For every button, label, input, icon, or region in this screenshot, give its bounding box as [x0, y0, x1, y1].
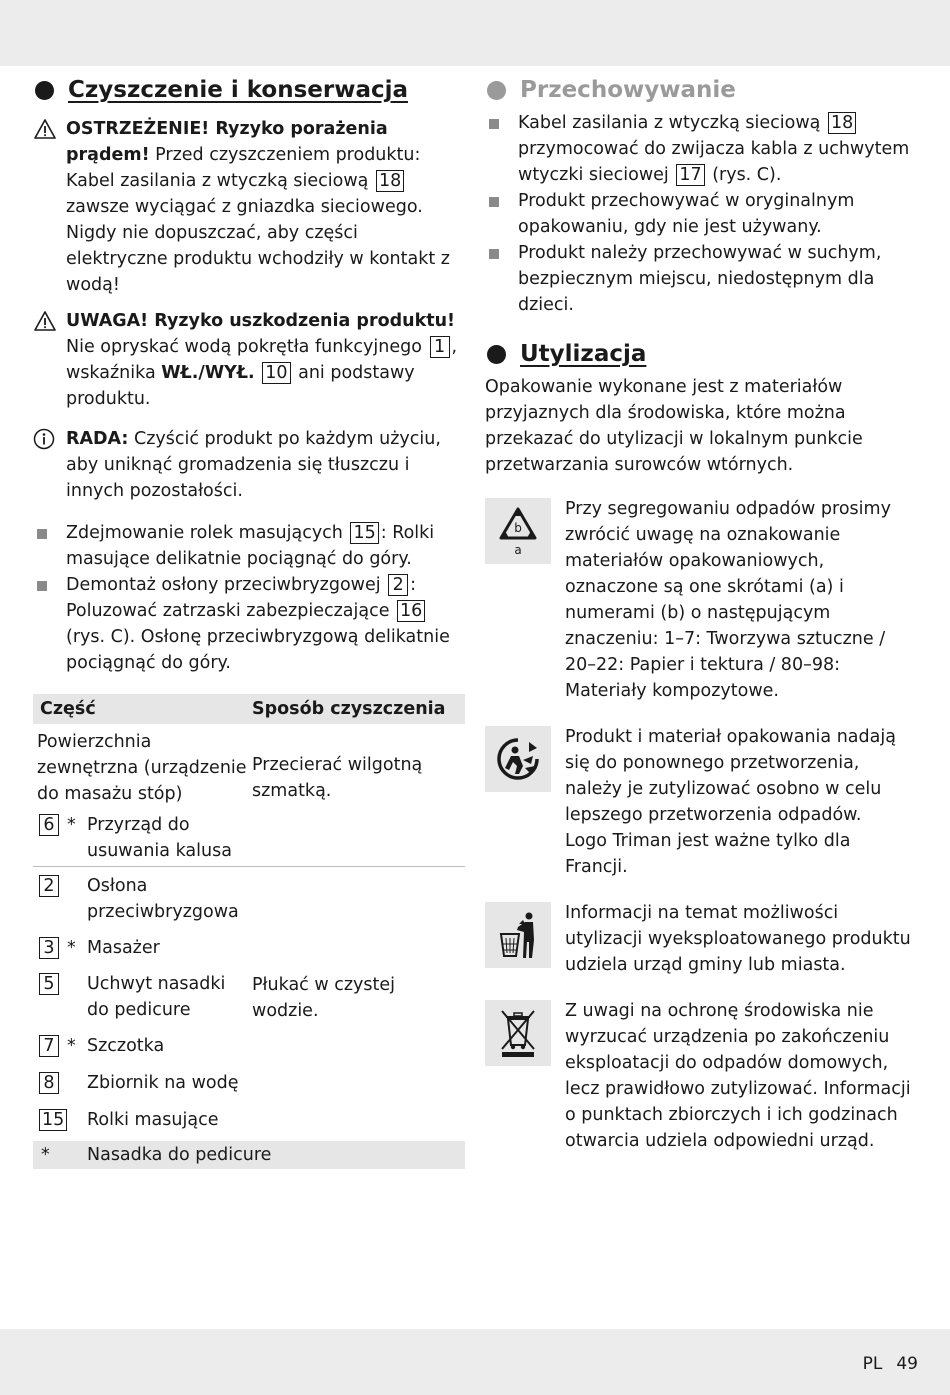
part-ref: 18	[376, 170, 404, 192]
triman-note: Logo Triman jest ważne tylko dla Francji.	[565, 831, 851, 877]
square-bullet-icon	[33, 572, 66, 676]
tip-label: RADA:	[66, 429, 129, 449]
storage-list	[485, 110, 917, 318]
list-item: Kabel zasilania z wtyczką sieciową 18 przymocować do zwijacza kabla z uchwytem wtyczki sieciowej 17 (rys. C).	[485, 110, 917, 188]
tip-note	[33, 426, 465, 504]
caution-onoff: WŁ./WYŁ.	[161, 363, 255, 383]
left-column	[33, 76, 465, 1169]
crossed-bin-icon	[485, 1000, 551, 1066]
part-ref: 17	[676, 164, 704, 186]
table-row	[37, 1107, 252, 1133]
recycle-a-label: a	[514, 543, 522, 557]
part-number: 8	[39, 1072, 59, 1094]
cleaning-title: Czyszczenie i konserwacja	[68, 77, 409, 103]
warning-triangle-icon	[33, 116, 66, 298]
recycling-text: Przy segregowaniu odpadów prosimy zwrócić uwagę na oznakowanie materiałów opakowaniowych, oznaczone są one skrótami (a) i numerami (b) o następującym znaczeniu: 1–7: Tworzywa sztuczne / 20–22: Papier i tektura / 80–98: Materiały kompozytowe.	[565, 499, 891, 701]
warning-triangle-icon	[33, 308, 66, 412]
table-cell: Powierzchnia zewnętrzna (urządzenie do masażu stóp)	[37, 732, 247, 804]
cleaning-method: Przecierać wilgotną szmatką.	[252, 754, 423, 801]
part-name: Przyrząd do usuwania kalusa	[87, 815, 232, 861]
section-bullet	[35, 81, 54, 100]
language-code: PL	[862, 1354, 883, 1374]
star-mark: *	[67, 938, 76, 958]
disposal-item	[485, 496, 917, 704]
section-heading-disposal	[485, 340, 917, 368]
weee-text: Z uwagi na ochronę środowiska nie wyrzucać urządzenia po zakończeniu eksploatacji do odpadów domowych, lecz prawidłowo zutylizować. Informacji o punktach zbiorczych i ich godzinach otwarcia udziela odpowiedni urząd.	[565, 1001, 911, 1151]
section-heading-storage	[485, 76, 917, 104]
part-ref: 16	[397, 600, 425, 622]
tip-text: Czyścić produkt po każdym użyciu, aby uniknąć gromadzenia się tłuszczu i innych pozostałości.	[66, 429, 441, 501]
table-row	[37, 873, 252, 925]
table-group	[33, 724, 465, 867]
section-heading-cleaning	[33, 76, 465, 104]
list-item: Zdejmowanie rolek masujących 15 : Rolki masujące delikatnie pociągnąć do góry.	[33, 520, 465, 572]
table-row	[37, 1070, 252, 1096]
part-number: 6	[39, 814, 59, 836]
page-footer	[863, 1353, 918, 1375]
list-item: Produkt należy przechowywać w suchym, bezpiecznym miejscu, niedostępnym dla dzieci.	[485, 240, 917, 318]
cleaning-steps	[33, 520, 465, 676]
section-bullet	[487, 345, 506, 364]
list-item: Demontaż osłony przeciwbryzgowej 2 : Poluzować zatrzaski zabezpieczające 16 (rys. C). Osłonę przeciwbryzgową delikatnie pociągnąć do góry.	[33, 572, 465, 676]
disposal-item	[485, 998, 917, 1154]
disposal-item	[485, 724, 917, 880]
table-header	[33, 694, 465, 724]
table-group	[33, 867, 465, 1133]
square-bullet-icon	[485, 110, 518, 188]
cleaning-method: Płukać w czystej wodzie.	[252, 975, 395, 1021]
caution-product-damage	[33, 308, 465, 412]
part-ref: 15	[350, 522, 378, 544]
part-ref: 2	[388, 574, 408, 596]
part-number: 5	[39, 973, 59, 995]
star-mark: *	[67, 1036, 76, 1056]
part-ref: 1	[430, 336, 450, 358]
caution-text: Nie opryskać wodą pokrętła funkcyjnego	[66, 337, 428, 357]
caution-text: ani podstawy produktu.	[66, 363, 415, 409]
table-footnote	[33, 1141, 465, 1169]
part-ref: 18	[828, 112, 856, 134]
part-number: 2	[39, 875, 59, 897]
header-bar	[0, 0, 950, 66]
part-ref: 10	[262, 362, 290, 384]
part-name: Rolki masujące	[87, 1110, 219, 1130]
disposal-item	[485, 900, 917, 978]
part-number: 7	[39, 1035, 59, 1057]
square-bullet-icon	[485, 240, 518, 318]
warning-text: Przed czyszczeniem produktu: Kabel zasilania z wtyczką sieciową	[66, 145, 421, 191]
table-row	[37, 812, 252, 864]
part-number: 3	[39, 937, 59, 959]
part-name: Uchwyt nasadki do pedicure	[87, 974, 226, 1020]
part-name: Masażer	[87, 938, 160, 958]
column-header-method: Sposób czyszczenia	[252, 699, 446, 719]
part-name: Osłona przeciwbryzgowa	[87, 876, 239, 922]
info-icon	[33, 426, 66, 504]
municipal-info-text: Informacji na temat możliwości utylizacji wyeksploatowanego produktu udziela urząd gminy lub miasta.	[565, 903, 911, 975]
star-mark: *	[67, 815, 76, 835]
part-number: 15	[39, 1109, 67, 1131]
page-number: 49	[896, 1354, 918, 1374]
part-name: Zbiornik na wodę	[87, 1073, 239, 1093]
square-bullet-icon	[485, 188, 518, 240]
table-row	[37, 935, 252, 961]
list-item: Produkt przechowywać w oryginalnym opakowaniu, gdy nie jest używany.	[485, 188, 917, 240]
table-row	[37, 971, 252, 1023]
footer-bar	[0, 1329, 950, 1395]
triman-logo-icon	[485, 726, 551, 792]
recycling-code-icon	[485, 498, 551, 564]
recycle-b-label: b	[514, 521, 522, 535]
part-name: Szczotka	[87, 1036, 165, 1056]
table-row	[37, 1033, 252, 1059]
footnote-text: Nasadka do pedicure	[87, 1145, 272, 1165]
star-mark: *	[41, 1145, 50, 1165]
disposal-title: Utylizacja	[520, 341, 647, 367]
disposal-intro: Opakowanie wykonane jest z materiałów przyjaznych dla środowiska, które można przekazać do utylizacji w lokalnym punkcie przetwarzania surowców wtórnych.	[485, 377, 863, 475]
cleaning-table	[33, 694, 465, 1169]
triman-text: Produkt i materiał opakowania nadają się do ponownego przetworzenia, należy je zutylizować osobno w celu lepszego przetworzenia odpadów.	[565, 727, 896, 825]
trash-bin-person-icon	[485, 902, 551, 968]
storage-title: Przechowywanie	[520, 77, 736, 103]
right-column	[485, 76, 917, 1174]
caution-label: UWAGA! Ryzyko uszkodzenia produktu!	[66, 311, 456, 331]
caution-text: , wskaźnika	[66, 337, 458, 383]
section-bullet	[487, 81, 506, 100]
warning-label: OSTRZEŻENIE! Ryzyko porażenia prądem!	[66, 119, 388, 165]
column-header-part: Część	[40, 699, 96, 719]
square-bullet-icon	[33, 520, 66, 572]
warning-electric-shock	[33, 116, 465, 298]
warning-text: zawsze wyciągać z gniazdka sieciowego. Nigdy nie dopuszczać, aby części elektryczne produktu wchodziły w kontakt z wodą!	[66, 197, 450, 295]
